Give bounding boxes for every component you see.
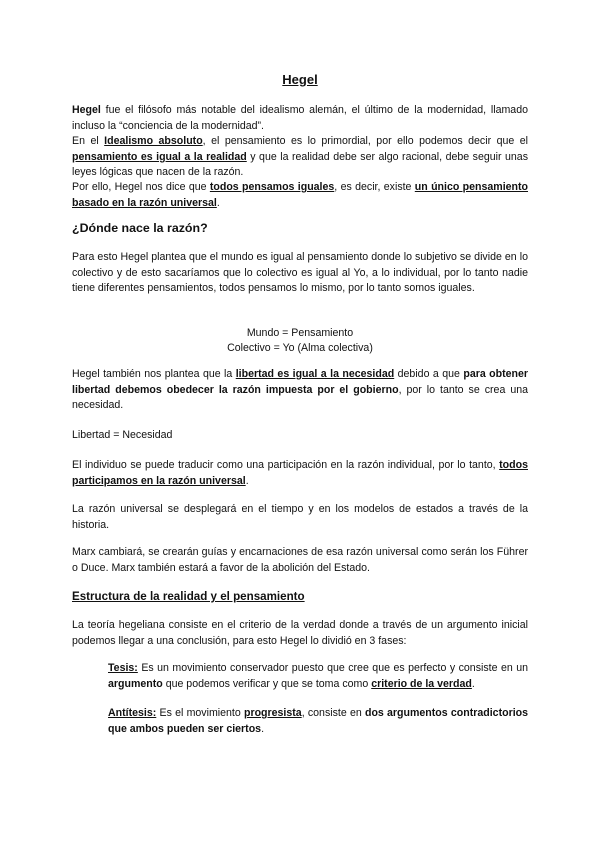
libertad-necesidad-term: libertad es igual a la necesidad (235, 368, 395, 380)
antitesis-label: Antítesis: (108, 707, 157, 719)
section1-paragraph-2 (72, 367, 528, 414)
intro-p3-text-e: . (216, 196, 220, 209)
tesis-text-e: . (471, 677, 475, 690)
intro-paragraph-1 (72, 103, 528, 134)
intro-hegel-bold: Hegel (72, 104, 101, 116)
s1-p3-text-a: El individuo se puede traducir como una participación en la razón individual, por lo tanto, (72, 459, 500, 471)
antitesis-text-e: . (261, 722, 265, 735)
pensamiento-unico-term: un único pensamiento basado en la razón universal (72, 181, 529, 209)
equation-mundo: Mundo = Pensamiento (246, 327, 354, 339)
antitesis-paragraph (108, 706, 528, 737)
section-heading-razon: ¿Dónde nace la razón? (72, 221, 208, 235)
s1-p3-text-c: . (245, 474, 249, 487)
intro-paragraph-2 (72, 134, 528, 181)
section1-paragraph-3 (72, 458, 528, 489)
intro-paragraph-3 (72, 180, 528, 211)
s1-p2-text-c: debido a que (394, 368, 464, 380)
s1-p2-text-a: Hegel también nos plantea que la (72, 368, 236, 380)
section1-paragraph-4: La razón universal se desplegará en el tiempo y en los modelos de estados a través de la historia. (72, 503, 528, 531)
tesis-text-a: Es un movimiento conservador puesto que cree que es perfecto y consiste en un (137, 662, 528, 674)
intro-p2-text-a: En el (72, 135, 105, 147)
tesis-text-c: que podemos verificar y que se toma como (162, 677, 372, 690)
s1-p2-text-e: , por lo tanto se crea una necesidad. (72, 383, 528, 412)
intro-p1-text: fue el filósofo más notable del idealismo alemán, el último de la modernidad, llamado incluso la “conciencia de la modernidad”. (72, 104, 528, 132)
todos-participamos-term: todos participamos en la razón universal (72, 459, 528, 487)
tesis-paragraph (108, 661, 528, 692)
criterio-verdad-term: criterio de la verdad (371, 677, 472, 690)
equation-colectivo: Colectivo = Yo (Alma colectiva) (227, 342, 373, 354)
section1-paragraph-5: Marx cambiará, se crearán guías y encarnaciones de esa razón universal como serán los Führer o Duce. Marx también estará a favor de la abolición del Estado. (72, 546, 528, 574)
section2-paragraph-1: La teoría hegeliana consiste en el criterio de la verdad donde a través de un argumento inicial podemos llegar a una conclusión, para esto Hegel lo dividió en 3 fases: (72, 619, 528, 647)
antitesis-text-c: , consiste en (301, 707, 365, 719)
idealismo-absoluto-term: Idealismo absoluto (104, 135, 203, 147)
antitesis-text-a: Es el movimiento (156, 707, 244, 719)
intro-p3-text-a: Por ello, Hegel nos dice que (72, 181, 210, 193)
argumento-term: argumento (108, 677, 163, 690)
progresista-term: progresista (243, 707, 302, 719)
equation-libertad: Libertad = Necesidad (72, 429, 173, 441)
section1-paragraph-1: Para esto Hegel plantea que el mundo es igual al pensamiento donde lo subjetivo se divide en lo colectivo y de esto sacaríamos que lo colectivo es igual al Yo, a lo individual, por lo tanto nadie tiene diferentes pensamientos, todos pensamos lo mismo, por lo tanto somos iguales. (72, 251, 528, 295)
tesis-label: Tesis: (108, 662, 138, 674)
page-title: Hegel (282, 72, 318, 87)
intro-p2-text-e: y que la realidad debe ser algo racional, debe seguir unas leyes lógicas que nacen de la razón. (72, 150, 528, 179)
todos-pensamos-iguales-term: todos pensamos iguales (209, 181, 335, 193)
intro-p2-text-c: , el pensamiento es lo primordial, por ello podemos decir que el (202, 135, 528, 147)
dos-argumentos-term: dos argumentos contradictorios que ambos pueden ser ciertos (108, 707, 529, 735)
pensamiento-realidad-term: pensamiento es igual a la realidad (72, 150, 247, 163)
intro-p3-text-c: , es decir, existe (334, 181, 415, 193)
section-heading-estructura: Estructura de la realidad y el pensamiento (72, 590, 305, 603)
obtener-libertad-term: para obtener libertad debemos obedecer la razón impuesta por el gobierno (72, 368, 529, 396)
